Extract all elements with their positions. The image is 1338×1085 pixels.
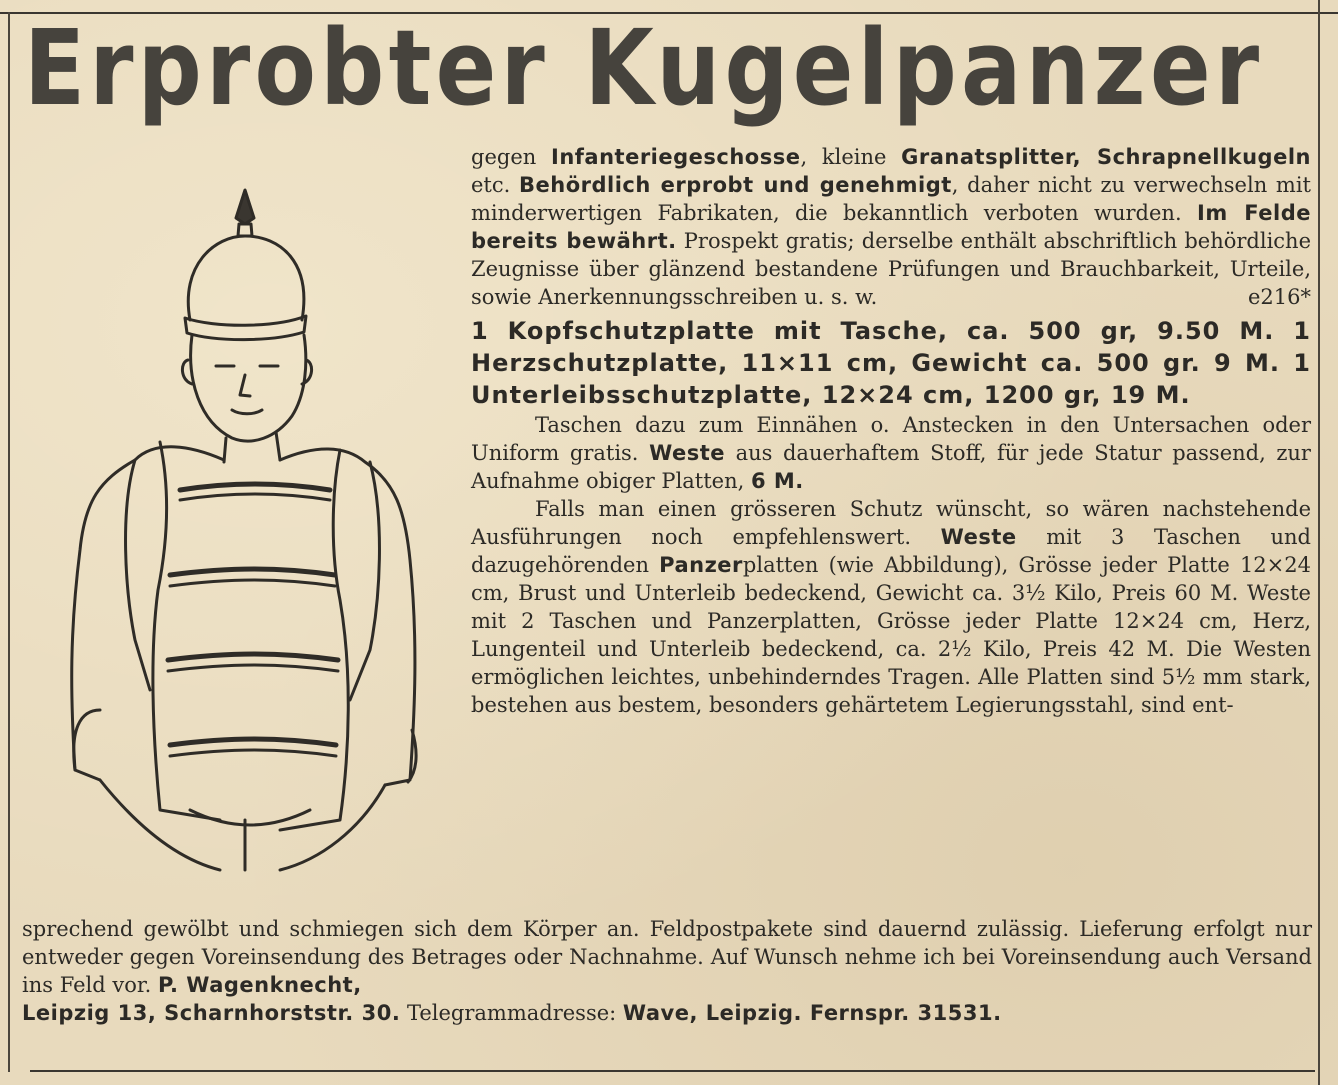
bold-run: Behördlich erprobt und genehmigt: [519, 173, 952, 197]
delivery-paragraph: [22, 915, 1312, 999]
bold-run: Panzer: [659, 553, 743, 577]
full-width-text: [22, 915, 1312, 1027]
text-run: etc.: [471, 173, 519, 197]
text-run: Telegrammadresse:: [400, 1001, 623, 1025]
vest-options-paragraph: [471, 495, 1311, 719]
intro-paragraph: [471, 143, 1311, 311]
main-text-column: [471, 143, 1311, 719]
bold-run: Weste: [940, 525, 1017, 549]
text-run: Taschen dazu zum Einnähen o. Anstecken in den Untersachen oder Uniform gratis.: [471, 413, 1311, 465]
text-run: , kleine: [800, 145, 902, 169]
bold-run: Weste: [649, 441, 726, 465]
right-rule: [1318, 0, 1320, 1085]
left-rule: [8, 12, 10, 1072]
bottom-rule: [30, 1070, 1315, 1072]
bold-run: Granatsplitter, Schrapnellkugeln: [901, 145, 1311, 169]
text-run: , daher nicht zu verwechseln mit minderwertigen Fabrikaten, die bekanntlich verboten wurden.: [471, 173, 1311, 225]
seller-name: P. Wagenknecht,: [157, 973, 362, 997]
bold-run: Infanteriegeschosse: [551, 145, 801, 169]
bold-run: 6 M.: [750, 469, 804, 493]
text-run: platten (wie Abbildung), Grösse jeder Platte 12×24 cm, Brust und Unterleib bedeckend, Gewicht ca. 3½ Kilo, Preis 60 M. Weste mit 2 Taschen und Panzerplatten, Grösse jeder Platte 12×24 cm, Herz, Lungenteil und Unterleib bedeckend, ca. 2½ Kilo, Preis 42 M. Die Westen ermöglichen leichtes, unbehinderndes Tragen. Alle Platten sind 5½ mm stark, bestehen aus bestem, besonders gehärtetem Legierungsstahl, sind ent-: [471, 553, 1311, 717]
text-run: mit 3 Taschen und dazugehörenden: [471, 525, 1311, 577]
soldier-armor-vest-illustration: [40, 170, 450, 910]
address-line: [22, 999, 1312, 1027]
ad-reference-code: e216*: [1247, 285, 1311, 309]
text-run: Prospekt gratis; derselbe enthält abschriftlich behördliche Zeugnisse über glänzend bestandene Prüfungen und Brauchbarkeit, Urteile, sowie Anerkennungsschreiben u. s. w.: [471, 229, 1312, 309]
pockets-paragraph: [471, 411, 1311, 495]
ad-headline: Erprobter Kugelpanzer: [24, 7, 1264, 129]
text-run: sprechend gewölbt und schmiegen sich dem Körper an. Feldpostpakete sind dauernd zulässig. Lieferung erfolgt nur entweder gegen Voreinsendung des Betrages oder Nachnahme. Auf Wunsch nehme ich bei Voreinsendung auch Versand ins Feld vor.: [22, 917, 1312, 997]
bold-run: Im Felde bereits bewährt.: [471, 201, 1311, 253]
seller-address: Leipzig 13, Scharnhorststr. 30.: [22, 1001, 401, 1025]
text-run: Falls man einen grösseren Schutz wünscht, so wären nachstehende Ausführungen noch empfehlenswert.: [471, 497, 1311, 549]
price-list: 1 Kopfschutzplatte mit Tasche, ca. 500 gr, 9.50 M. 1 Herzschutzplatte, 11×11 cm, Gewicht ca. 500 gr. 9 M. 1 Unterleibsschutzplatte, 12×24 cm, 1200 gr, 19 M.: [471, 317, 1311, 409]
text-run: aus dauerhaftem Stoff, für jede Statur passend, zur Aufnahme obiger Platten,: [471, 441, 1311, 493]
telegram-phone: Wave, Leipzig. Fernspr. 31531.: [622, 1001, 1002, 1025]
text-run: gegen: [471, 145, 552, 169]
